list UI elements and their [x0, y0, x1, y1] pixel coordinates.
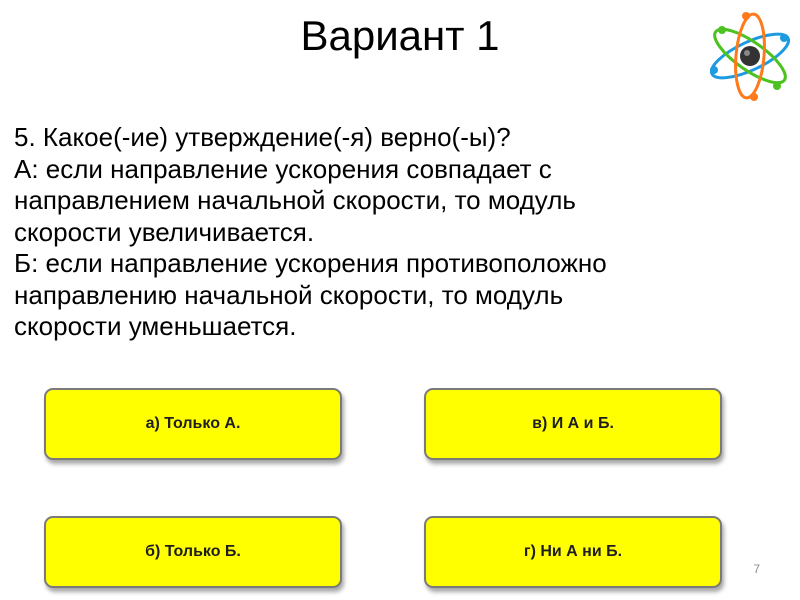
question-line: Б: если направление ускорения противоположно	[14, 248, 607, 278]
question-line: скорости увеличивается.	[14, 216, 315, 247]
answer-b-button[interactable]: б) Только Б.	[44, 516, 342, 588]
answer-g-button[interactable]: г) Ни А ни Б.	[424, 516, 722, 588]
slide-title: Вариант 1	[300, 12, 500, 59]
question-line: направлению начальной скорости, то модуль	[14, 279, 564, 310]
question-text	[14, 122, 774, 343]
answer-a-button[interactable]: а) Только А.	[44, 388, 342, 460]
question-line: 5. Какое(-ие) утверждение(-я) верно(-ы)?	[14, 122, 511, 152]
question-line: скорости уменьшается.	[14, 311, 297, 341]
page-number: 7	[753, 562, 760, 576]
question-line: направлением начальной скорости, то модуль	[14, 185, 576, 215]
answer-v-button[interactable]: в) И А и Б.	[424, 388, 722, 460]
atom-icon	[702, 8, 798, 104]
question-line: А: если направление ускорения совпадает с	[14, 153, 552, 184]
